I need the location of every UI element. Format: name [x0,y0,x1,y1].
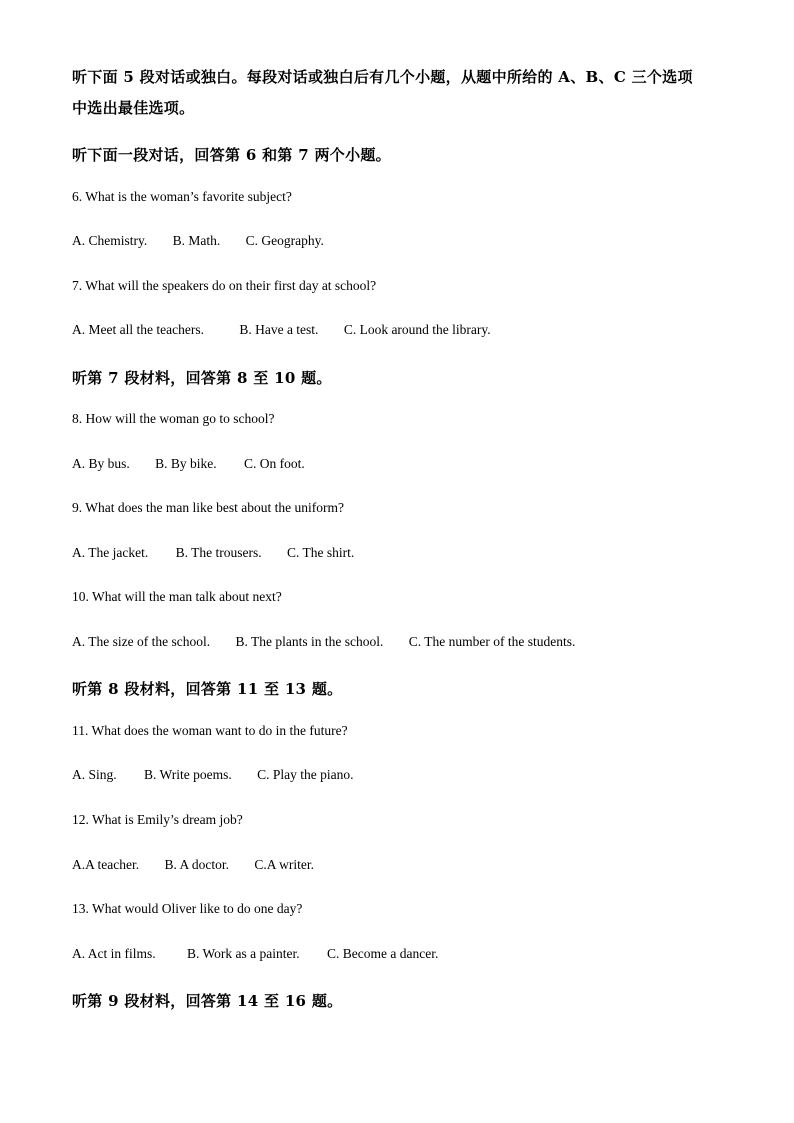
option-6a: A. Chemistry. [72,233,148,248]
section-heading-14-16: 听第 9 段材料，回答第 14 至 16 题。 [72,992,343,1010]
option-7a: A. Meet all the teachers. [72,322,204,337]
option-11a: A. Sing. [72,767,117,782]
options-11 [72,767,353,783]
option-10a: A. The size of the school. [72,634,211,649]
option-8a: A. By bus. [72,456,130,471]
option-9a: A. The jacket. [72,545,149,560]
options-6 [72,233,324,249]
option-7b: B. Have a test. [239,322,319,337]
option-12a: A.A teacher. [72,857,140,872]
question-11: 11. What does the woman want to do in the future? [72,723,348,738]
options-7 [72,322,491,338]
question-10: 10. What will the man talk about next? [72,589,282,604]
option-8c: C. On foot. [244,456,305,471]
option-8b: B. By bike. [155,456,217,471]
question-8: 8. How will the woman go to school? [72,411,275,426]
option-13c: C. Become a dancer. [327,946,439,961]
option-11b: B. Write poems. [144,767,232,782]
option-9b: B. The trousers. [175,545,262,560]
option-6c: C. Geography. [245,233,324,248]
options-13 [72,946,438,962]
options-10 [72,634,575,650]
section-heading-11-13: 听第 8 段材料，回答第 11 至 13 题。 [72,680,343,698]
section-heading-6-7: 听下面一段对话，回答第 6 和第 7 两个小题。 [72,146,391,164]
instructions-heading-line2: 中选出最佳选项。 [72,99,195,117]
option-9c: C. The shirt. [286,545,355,560]
option-13a: A. Act in films. [72,946,156,961]
option-12b: B. A doctor. [164,857,229,872]
question-6: 6. What is the woman’s favorite subject? [72,189,292,204]
instructions-heading-line1: 听下面 5 段对话或独白。每段对话或独白后有几个小题，从题中所给的 A、B、C 三个选项 [72,68,693,86]
option-7c: C. Look around the library. [343,322,491,337]
option-11c: C. Play the piano. [257,767,354,782]
option-13b: B. Work as a painter. [187,946,300,961]
option-6b: B. Math. [172,233,221,248]
option-10b: B. The plants in the school. [235,634,384,649]
options-9 [72,545,354,561]
option-10c: C. The number of the students. [408,634,576,649]
question-13: 13. What would Oliver like to do one day? [72,901,303,916]
section-heading-8-10: 听第 7 段材料，回答第 8 至 10 题。 [72,369,332,387]
question-12: 12. What is Emily’s dream job? [72,812,243,827]
option-12c: C.A writer. [254,857,314,872]
options-12 [72,857,314,873]
question-9: 9. What does the man like best about the uniform? [72,500,344,515]
question-7: 7. What will the speakers do on their first day at school? [72,278,377,293]
options-8 [72,456,305,472]
